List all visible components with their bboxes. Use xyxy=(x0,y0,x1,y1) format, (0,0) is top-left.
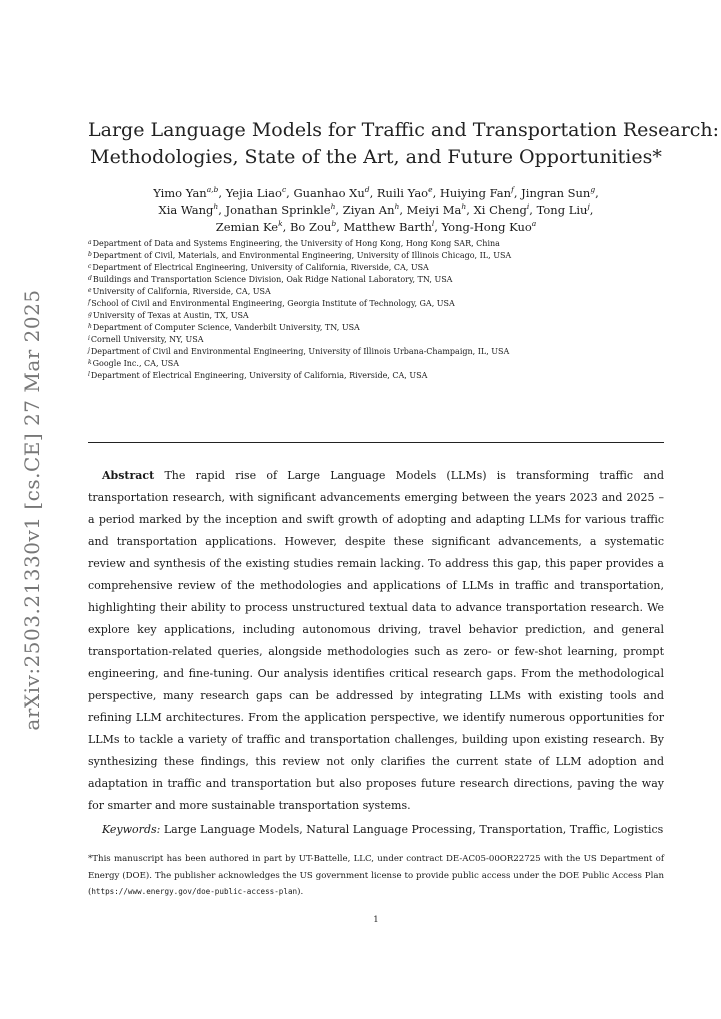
keywords xyxy=(88,819,664,841)
author-name: Ziyan An xyxy=(342,203,395,217)
footnote-url[interactable]: https://www.energy.gov/doe-public-access-plan xyxy=(91,887,298,896)
author-name: Meiyi Ma xyxy=(406,203,462,217)
author-name: Jonathan Sprinkle xyxy=(225,203,331,217)
author-name: Huiying Fan xyxy=(439,186,512,200)
affiliation-key: j xyxy=(88,347,90,354)
affiliation-item xyxy=(88,298,664,310)
author-affil-mark: h xyxy=(213,202,219,212)
author-name: Yong-Hong Kuo xyxy=(441,220,532,234)
abstract-text: The rapid rise of Large Language Models (LLMs) is transforming traffic and transportation research, with significant advancements emerging between the years 2023 and 2025 – a period marked by the inception and swift growth of adopting and adapting LLMs for various traffic and transportation applications. However, despite these significant advancements, a systematic review and synthesis of the existing studies remain lacking. To address this gap, this paper provides a comprehensive review of the methodologies and applications of LLMs in traffic and transportation, highlighting their ability to process unstructured textual data to advance transportation research. We explore key applications, including autonomous driving, travel behavior prediction, and general transportation-related queries, alongside methodologies such as zero- or few-shot learning, prompt engineering, and fine-tuning. Our analysis identifies critical research gaps. From the methodological perspective, many research gaps can be addressed by integrating LLMs with existing tools and refining LLM architectures. From the application perspective, we identify numerous opportunities for LLMs to tackle a variety of traffic and transportation challenges, building upon existing research. By synthesizing these findings, this review not only clarifies the current state of LLM adoption and adaptation in traffic and transportation but also proposes future research directions, paving the way for smarter and more sustainable transportation systems. xyxy=(88,469,665,812)
affiliation-item xyxy=(88,250,664,262)
affiliation-item xyxy=(88,262,664,274)
affiliation-text: Buildings and Transportation Science Division, Oak Ridge National Laboratory, TN, USA xyxy=(92,275,453,284)
title-line: Large Language Models for Traffic and Transportation Research: xyxy=(88,119,720,141)
author-affil-mark: l xyxy=(431,219,435,229)
author-affil-mark: h xyxy=(461,202,467,212)
author-name: Zemian Ke xyxy=(215,220,279,234)
affiliation-key: i xyxy=(88,335,90,342)
affiliation-item xyxy=(88,370,664,382)
affiliation-text: School of Civil and Environmental Engineering, Georgia Institute of Technology, GA, USA xyxy=(91,299,455,308)
author-affil-mark: b xyxy=(331,219,337,229)
author-name: Bo Zou xyxy=(289,220,332,234)
affiliation-key: e xyxy=(88,287,92,294)
affiliation-text: University of Texas at Austin, TX, USA xyxy=(92,311,249,320)
author-line: Xia Wang$^h$, Jonathan Sprinkle$^h$, Ziyan An$^h$, Meiyi Ma$^h$, Xi Cheng$^i$, Tong Liu$^j$, xyxy=(158,202,594,217)
author-line: Yimo Yan$^{a,b}$, Yejia Liao$^c$, Guanhao Xu$^d$, Ruili Yao$^e$, Huiying Fan$^f$, Jingran Sun$^g$, xyxy=(153,185,599,200)
author-name: Yejia Liao xyxy=(225,186,282,200)
affiliation-key: g xyxy=(88,311,92,318)
affiliation-item xyxy=(88,346,664,358)
affiliation-key: c xyxy=(88,263,92,270)
author-affil-mark: j xyxy=(587,202,590,212)
arxiv-stamp xyxy=(14,289,50,731)
author-affil-mark: k xyxy=(278,219,283,229)
section-divider xyxy=(88,442,664,443)
affiliation-text: Department of Electrical Engineering, University of California, Riverside, CA, USA xyxy=(92,263,429,272)
paper-title xyxy=(88,117,720,171)
author-name: Yimo Yan xyxy=(153,186,207,200)
affiliation-text: Cornell University, NY, USA xyxy=(90,335,204,344)
affiliation-key: k xyxy=(88,359,92,366)
keywords-text: Large Language Models, Natural Language Processing, Transportation, Traffic, Logistics xyxy=(163,823,664,836)
affiliation-key: b xyxy=(88,251,92,258)
affiliation-text: Google Inc., CA, USA xyxy=(92,359,180,368)
author-name: Ruili Yao xyxy=(376,186,429,200)
affiliation-text: Department of Civil and Environmental Engineering, University of Illinois Urbana-Champaign, IL, USA xyxy=(90,347,510,356)
affiliation-text: Department of Data and Systems Engineering, the University of Hong Kong, Hong Kong SAR, China xyxy=(92,239,500,248)
affiliation-key: d xyxy=(88,275,92,282)
author-affil-mark: g xyxy=(590,185,596,195)
affiliation-key: l xyxy=(88,371,90,378)
abstract-heading: Abstract xyxy=(102,469,155,482)
affiliation-text: Department of Civil, Materials, and Environmental Engineering, University of Illinois Chicago, IL, USA xyxy=(92,251,512,260)
page-number: 1 xyxy=(373,914,379,925)
author-affil-mark: i xyxy=(526,202,530,212)
author-affil-mark: h xyxy=(394,202,400,212)
arxiv-identifier[interactable]: arXiv:2503.21330v1 [cs.CE] 27 Mar 2025 xyxy=(20,289,44,731)
affiliation-item xyxy=(88,334,664,346)
keywords-label: Keywords: xyxy=(102,823,161,836)
author-affil-mark: a,b xyxy=(206,185,219,195)
author-affil-mark: a xyxy=(531,219,537,229)
affiliation-key: f xyxy=(88,299,91,306)
affiliation-list xyxy=(88,238,664,382)
author-name: Matthew Barth xyxy=(343,220,432,234)
paper-page xyxy=(88,0,720,925)
abstract xyxy=(88,465,664,817)
footnote-tail: ). xyxy=(297,887,304,897)
affiliation-text: Department of Electrical Engineering, University of California, Riverside, CA, USA xyxy=(90,371,428,380)
author-name: Xi Cheng xyxy=(473,203,527,217)
affiliation-text: Department of Computer Science, Vanderbilt University, TN, USA xyxy=(92,323,360,332)
affiliation-key: a xyxy=(88,239,92,246)
author-name: Xia Wang xyxy=(158,203,214,217)
affiliation-item xyxy=(88,358,664,370)
affiliation-item xyxy=(88,322,664,334)
affiliation-item xyxy=(88,238,664,250)
affiliation-text: University of California, Riverside, CA, USA xyxy=(92,287,271,296)
footnote-text: *This manuscript has been authored in part by UT-Battelle, LLC, under contract DE-AC05-00OR22725 with the US Department of Energy (DOE). The publisher acknowledges the US government license to provide public access under the DOE Public Access Plan ( xyxy=(88,854,664,897)
affiliation-item xyxy=(88,286,664,298)
affiliation-key: h xyxy=(88,323,92,330)
title-line: Methodologies, State of the Art, and Future Opportunities* xyxy=(90,146,662,168)
author-affil-mark: f xyxy=(511,185,514,195)
author-name: Guanhao Xu xyxy=(293,186,365,200)
affiliation-item xyxy=(88,274,664,286)
author-list xyxy=(88,185,664,236)
author-affil-mark: e xyxy=(428,185,433,195)
author-name: Tong Liu xyxy=(536,203,588,217)
author-affil-mark: h xyxy=(330,202,336,212)
footnote xyxy=(88,851,664,901)
author-affil-mark: d xyxy=(364,185,370,195)
author-name: Jingran Sun xyxy=(521,186,591,200)
author-affil-mark: c xyxy=(281,185,287,195)
affiliation-item xyxy=(88,310,664,322)
author-line: Zemian Ke$^k$, Bo Zou$^b$, Matthew Barth$^l$, Yong-Hong Kuo$^a$ xyxy=(215,219,537,234)
